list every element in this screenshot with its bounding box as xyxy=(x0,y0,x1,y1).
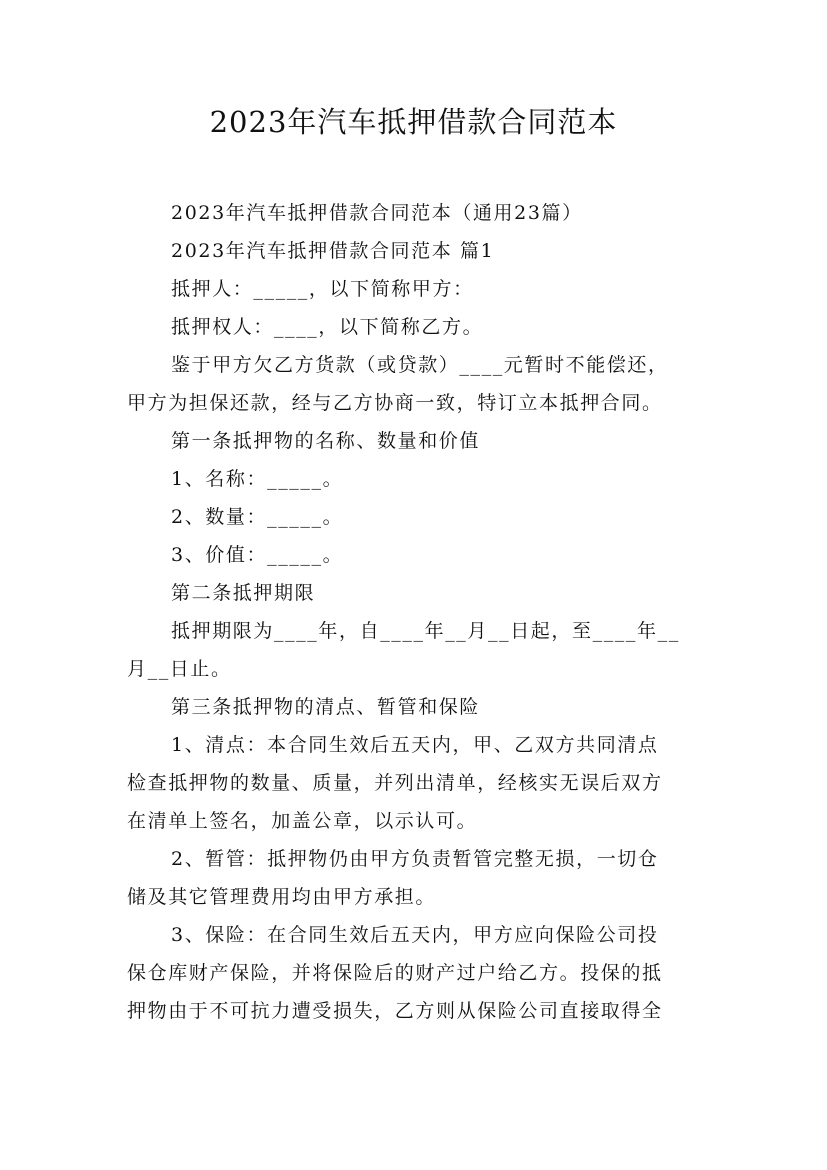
section-heading: 第三条抵押物的清点、暂管和保险 xyxy=(171,696,481,718)
text-line: 2、暂管：抵押物仍由甲方负责暂管完整无损，一切仓 xyxy=(171,848,659,870)
text-line: 甲方为担保还款，经与乙方协商一致，特订立本抵押合同。 xyxy=(127,392,663,414)
text-line: 2、数量：_____。 xyxy=(171,506,344,528)
text-line: 保仓库财产保险，并将保险后的财产过户给乙方。投保的抵 xyxy=(127,962,663,984)
text-line: 抵押人：_____，以下简称甲方： xyxy=(171,278,474,300)
document-title: 2023年汽车抵押借款合同范本 xyxy=(209,105,618,139)
text-line: 储及其它管理费用均由甲方承担。 xyxy=(127,886,437,908)
text-line: 抵押期限为____年，自____年__月__日起，至____年__ xyxy=(171,620,680,642)
text-line: 在清单上签名，加盖公章，以示认可。 xyxy=(127,810,478,832)
text-line: 月__日止。 xyxy=(127,658,232,680)
text-line: 鉴于甲方欠乙方货款（或贷款）____元暂时不能偿还， xyxy=(171,354,669,376)
text-line: 2023年汽车抵押借款合同范本 篇1 xyxy=(171,240,495,262)
section-heading: 第二条抵押期限 xyxy=(171,582,316,604)
text-line: 检查抵押物的数量、质量，并列出清单，经核实无误后双方 xyxy=(127,772,663,794)
text-line: 1、名称：_____。 xyxy=(171,468,344,490)
text-line: 抵押权人：____，以下简称乙方。 xyxy=(171,316,484,338)
text-line: 1、清点：本合同生效后五天内，甲、乙双方共同清点 xyxy=(171,734,659,756)
text-line: 2023年汽车抵押借款合同范本（通用23篇） xyxy=(171,202,583,224)
text-line: 3、保险：在合同生效后五天内，甲方应向保险公司投 xyxy=(171,924,659,946)
text-line: 3、价值：_____。 xyxy=(171,544,344,566)
text-line: 押物由于不可抗力遭受损失，乙方则从保险公司直接取得全 xyxy=(127,1000,663,1022)
section-heading: 第一条抵押物的名称、数量和价值 xyxy=(171,430,481,452)
document-body xyxy=(127,194,710,1030)
